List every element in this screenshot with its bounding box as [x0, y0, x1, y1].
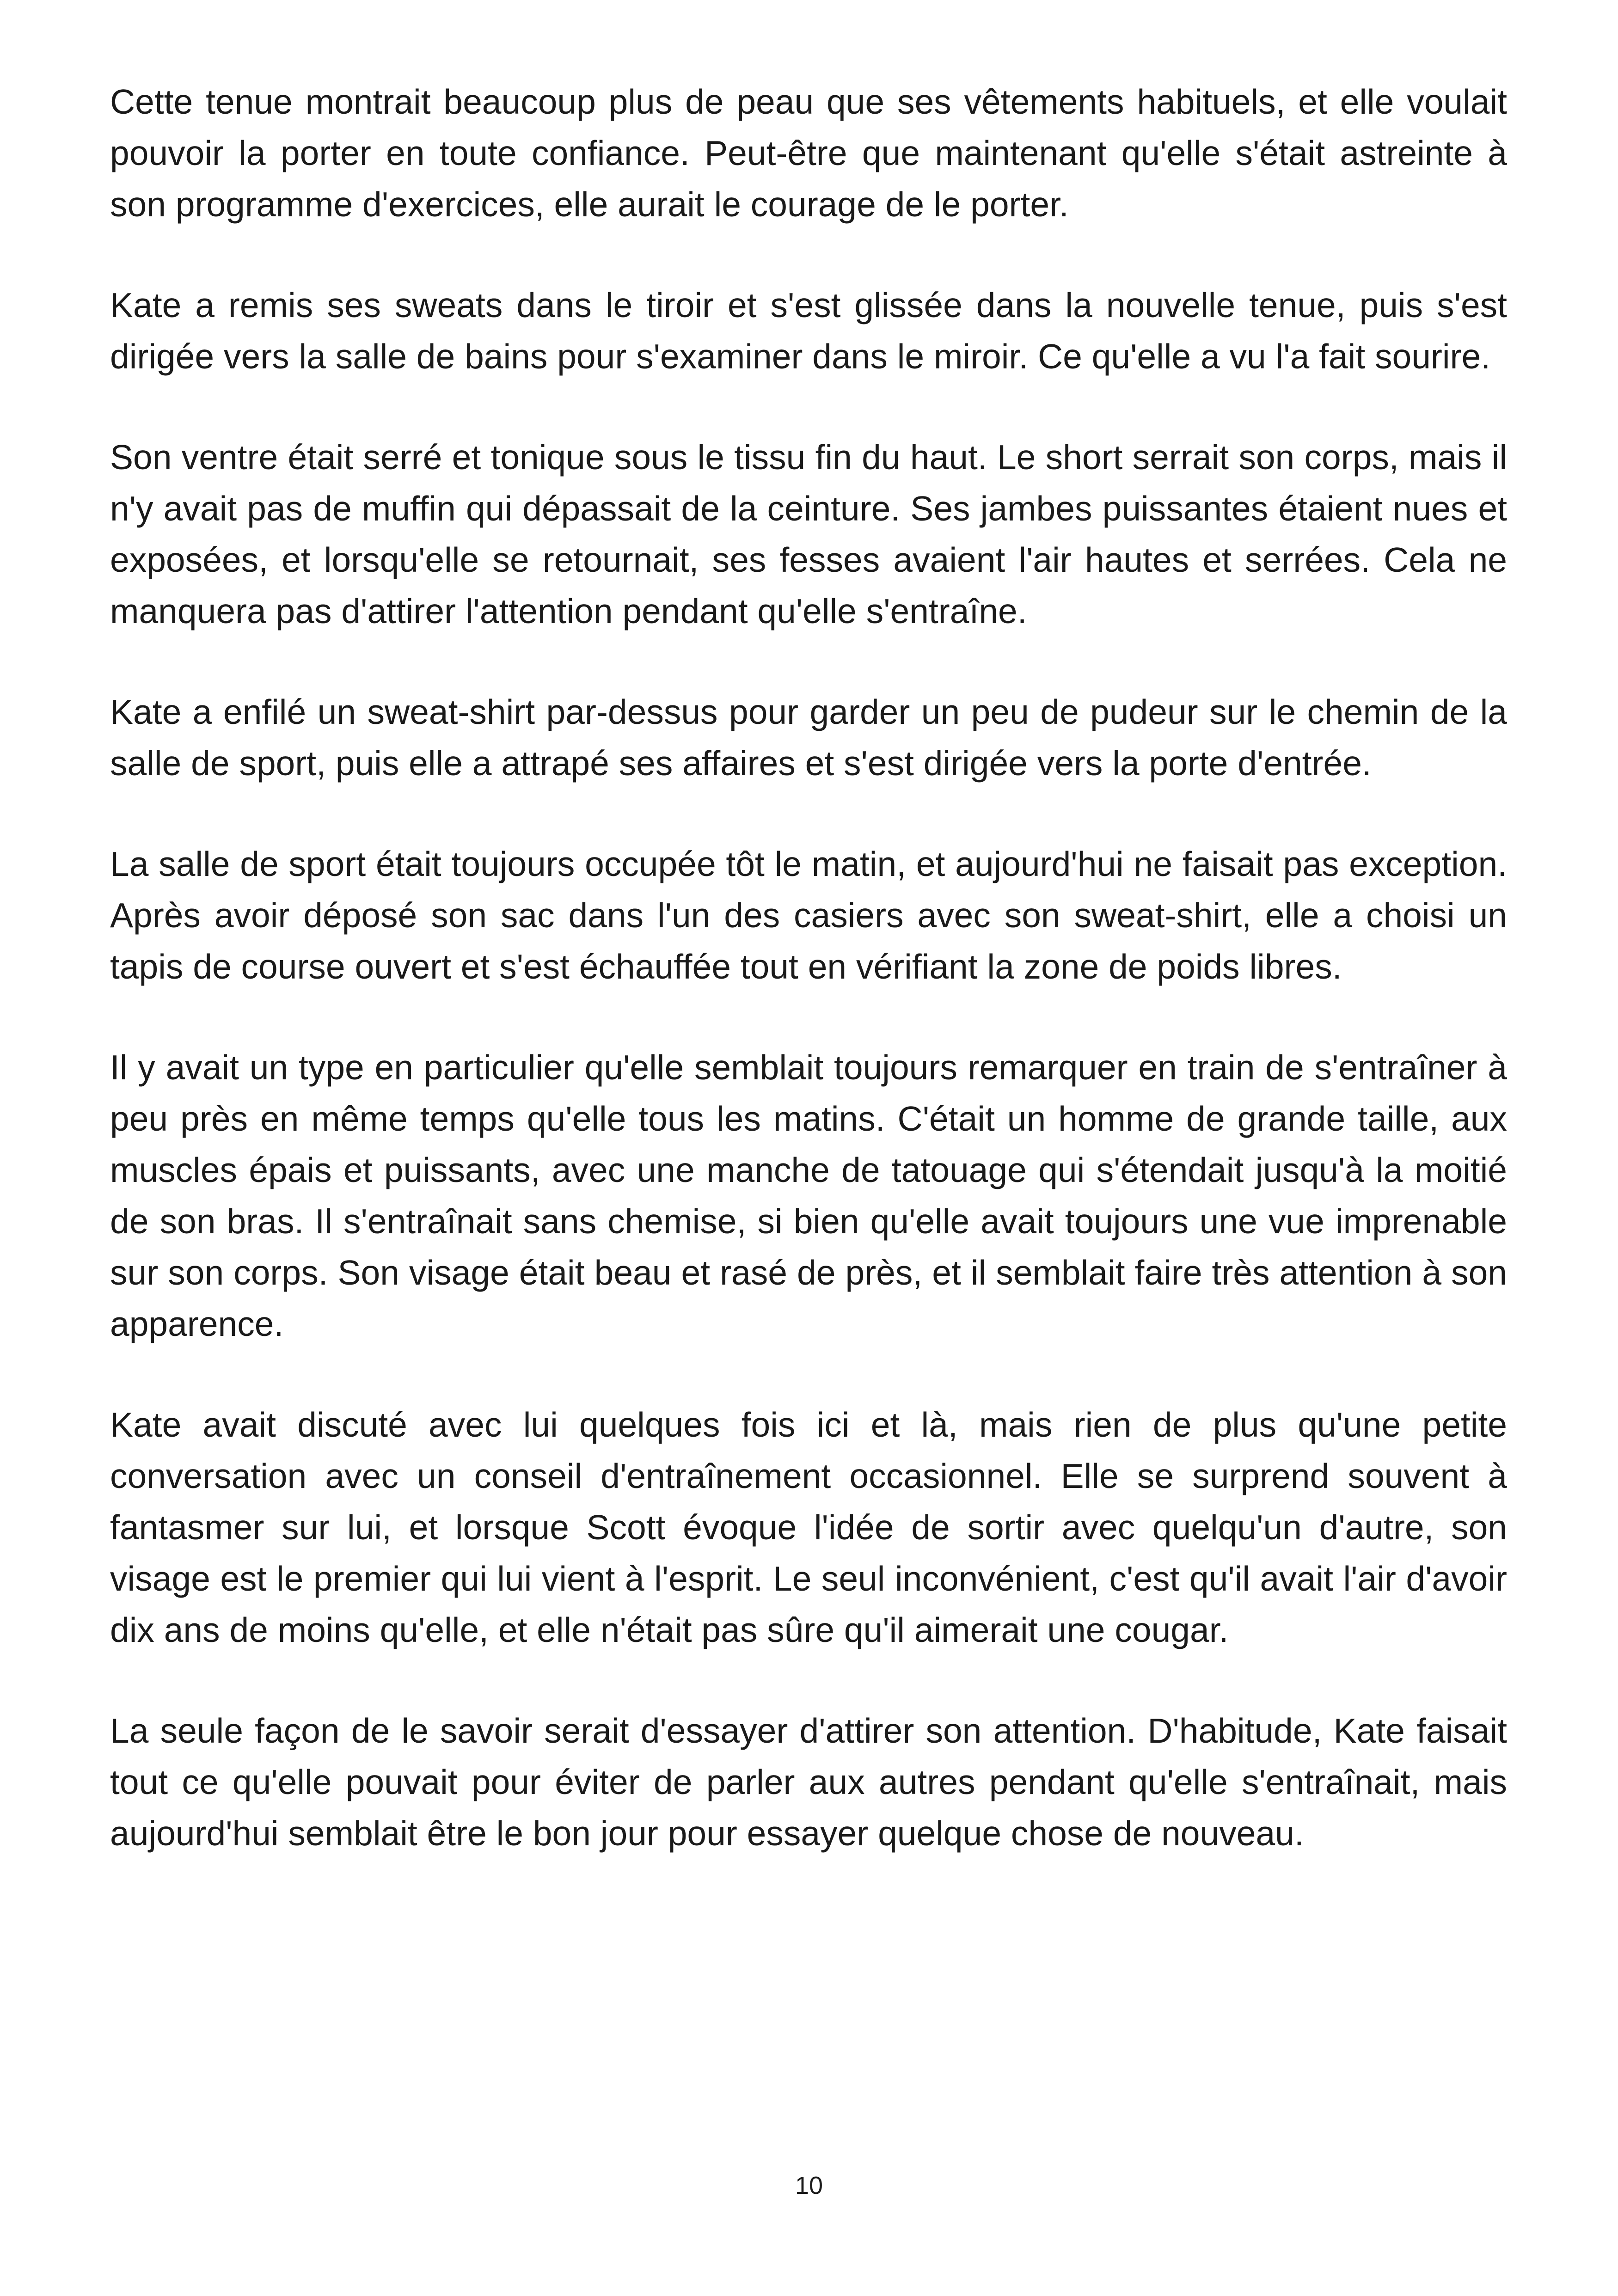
paragraph-1: Cette tenue montrait beaucoup plus de peau que ses vêtements habituels, et elle voulait pouvoir la porter en toute confiance. Peut-être que maintenant qu'elle s'était astreinte à son programme d'exercices, elle aurait le courage de le porter.	[110, 82, 1507, 224]
paragraph-4: Kate a enfilé un sweat-shirt par-dessus pour garder un peu de pudeur sur le chemin de la salle de sport, puis elle a attrapé ses affaires et s'est dirigée vers la porte d'entrée.	[110, 692, 1507, 783]
paragraph-6: Il y avait un type en particulier qu'elle semblait toujours remarquer en train de s'entraîner à peu près en même temps qu'elle tous les matins. C'était un homme de grande taille, aux muscles épais et puissants, avec une manche de tatouage qui s'étendait jusqu'à la moitié de son bras. Il s'entraînait sans chemise, si bien qu'elle avait toujours une vue imprenable sur son corps. Son visage était beau et rasé de près, et il semblait faire très attention à son apparence.	[110, 1048, 1507, 1343]
page-number: 10	[795, 2172, 823, 2199]
paragraph-8: La seule façon de le savoir serait d'essayer d'attirer son attention. D'habitude, Kate faisait tout ce qu'elle pouvait pour éviter de parler aux autres pendant qu'elle s'entraînait, mais aujourd'hui semblait être le bon jour pour essayer quelque chose de nouveau.	[110, 1711, 1507, 1853]
paragraph-3: Son ventre était serré et tonique sous le tissu fin du haut. Le short serrait son corps, mais il n'y avait pas de muffin qui dépassait de la ceinture. Ses jambes puissantes étaient nues et exposées, et lorsqu'elle se retournait, ses fesses avaient l'air hautes et serrées. Cela ne manquera pas d'attirer l'attention pendant qu'elle s'entraîne.	[110, 438, 1507, 631]
body-text	[110, 76, 1507, 1909]
paragraph-7: Kate avait discuté avec lui quelques fois ici et là, mais rien de plus qu'une petite conversation avec un conseil d'entraînement occasionnel. Elle se surprend souvent à fantasmer sur lui, et lorsque Scott évoque l'idée de sortir avec quelqu'un d'autre, son visage est le premier qui lui vient à l'esprit. Le seul inconvénient, c'est qu'il avait l'air d'avoir dix ans de moins qu'elle, et elle n'était pas sûre qu'il aimerait une cougar.	[110, 1405, 1507, 1649]
paragraph-5: La salle de sport était toujours occupée tôt le matin, et aujourd'hui ne faisait pas exception. Après avoir déposé son sac dans l'un des casiers avec son sweat-shirt, elle a choisi un tapis de course ouvert et s'est échauffée tout en vérifiant la zone de poids libres.	[110, 845, 1507, 986]
paragraph-2: Kate a remis ses sweats dans le tiroir et s'est glissée dans la nouvelle tenue, puis s'est dirigée vers la salle de bains pour s'examiner dans le miroir. Ce qu'elle a vu l'a fait sourire.	[110, 286, 1507, 376]
